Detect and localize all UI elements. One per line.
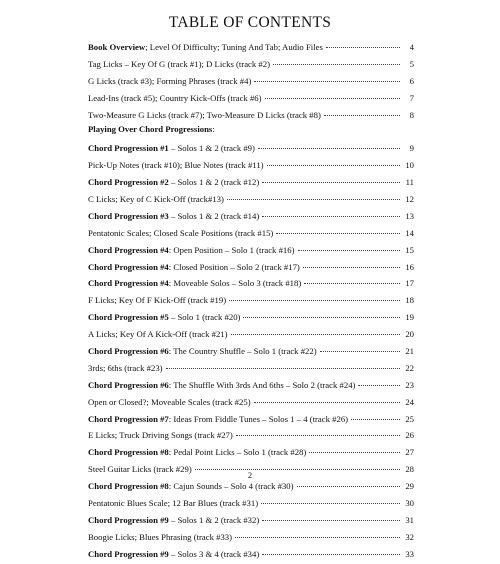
dot-leader bbox=[262, 545, 400, 555]
toc-entry-text: – Solo 1 (track #20) bbox=[168, 312, 241, 323]
toc-page-number: 16 bbox=[405, 261, 414, 272]
dot-leader bbox=[273, 55, 400, 65]
toc-entry-text: Lead-Ins (track #5); Country Kick-Offs (track #6) bbox=[88, 92, 262, 103]
toc-entry-text: E Licks; Truck Driving Songs (track #27) bbox=[88, 430, 233, 441]
dot-leader bbox=[262, 173, 400, 183]
toc-entry-text: 3rds; 6ths (track #23) bbox=[88, 362, 163, 373]
toc-entry bbox=[88, 108, 414, 125]
toc-entry-text: G Licks (track #3); Forming Phrases (track #4) bbox=[88, 75, 252, 86]
toc-entry-title bbox=[88, 160, 264, 171]
dot-leader bbox=[254, 72, 400, 82]
toc-entry-text: : Ideas From Fiddle Tunes – Solos 1 – 4 (track #26) bbox=[168, 413, 349, 424]
toc-entry-title bbox=[88, 42, 323, 53]
dot-leader bbox=[265, 89, 400, 99]
toc-entry-bold-text: Book Overview bbox=[88, 42, 146, 52]
toc-entry-title bbox=[88, 262, 300, 273]
toc-entry-title bbox=[88, 312, 240, 323]
toc-page-number: 33 bbox=[405, 548, 414, 559]
toc-entry-text: F Licks; Key Of F Kick-Off (track #19) bbox=[88, 295, 227, 306]
toc-page-number: 30 bbox=[405, 498, 414, 509]
toc-entry-title bbox=[88, 177, 259, 188]
toc-entry-title bbox=[88, 481, 294, 492]
toc-entry-text: – Solos 1 & 2 (track #12) bbox=[168, 177, 260, 188]
dot-leader bbox=[351, 410, 400, 420]
toc-page-number: 24 bbox=[405, 396, 414, 407]
toc-page-number: 29 bbox=[405, 481, 414, 492]
toc-entry-title bbox=[88, 143, 255, 154]
toc-entry-title bbox=[88, 329, 228, 340]
toc-entry-title bbox=[88, 110, 321, 121]
toc-entry-text: Open or Closed?; Moveable Scales (track #25) bbox=[88, 396, 251, 407]
toc-page-number: 20 bbox=[405, 329, 414, 340]
toc-entry-bold-text: Chord Progression #3 bbox=[88, 210, 169, 221]
toc-entry-text: Pick-Up Notes (track #10); Blue Notes (track #11) bbox=[88, 160, 264, 171]
toc-entry-title bbox=[88, 76, 251, 87]
toc-page-number: 18 bbox=[405, 295, 414, 306]
toc-entry-bold-text: Chord Progression #9 bbox=[88, 548, 169, 559]
toc-entry-text: Tag Licks – Key Of G (track #1); D Licks (track #2) bbox=[88, 58, 271, 69]
toc-entry-title bbox=[88, 532, 232, 543]
toc-entry-text: : The Shuffle With 3rds And 6ths – Solo 2 (track #24) bbox=[168, 379, 356, 390]
toc-entry-title bbox=[88, 295, 226, 306]
dot-leader bbox=[166, 359, 400, 369]
dot-leader bbox=[309, 443, 400, 453]
toc-entry-text: – Solos 1 & 2 (track #9) bbox=[168, 143, 255, 154]
toc-entry-text: : Pedal Point Licks – Solo 1 (track #28) bbox=[168, 447, 307, 458]
toc-page-number: 9 bbox=[409, 143, 414, 154]
dot-leader bbox=[254, 393, 400, 403]
toc-entry-text: Pentatonic Blues Scale; 12 Bar Blues (track #31) bbox=[88, 498, 259, 509]
toc-page-number: 4 bbox=[409, 42, 414, 52]
page-number: 2 bbox=[247, 470, 253, 480]
toc-page-number: 21 bbox=[405, 346, 414, 357]
toc-page-number: 11 bbox=[405, 177, 414, 188]
toc-page-number: 26 bbox=[405, 430, 414, 441]
toc-entry-bold-text: Chord Progression #1 bbox=[88, 143, 169, 154]
toc-entry-title bbox=[88, 430, 233, 441]
toc-page-number: 28 bbox=[405, 464, 414, 475]
dot-leader bbox=[276, 224, 400, 234]
toc-page-number: 13 bbox=[405, 210, 414, 221]
toc-entry-text: Boogie Licks; Blues Phrasing (track #33) bbox=[88, 531, 233, 542]
toc-entry-bold-text: Chord Progression #4 bbox=[88, 278, 169, 289]
toc-entry-title bbox=[88, 515, 259, 526]
dot-leader bbox=[358, 376, 400, 386]
toc-page-number: 31 bbox=[405, 514, 414, 525]
toc-entry-title bbox=[88, 228, 273, 239]
toc-entry-text: – Solos 1 & 2 (track #32) bbox=[168, 514, 260, 525]
dot-leader bbox=[267, 156, 400, 166]
toc-entry-text: : bbox=[212, 124, 215, 135]
dot-leader bbox=[235, 528, 400, 538]
toc-entry-title bbox=[88, 397, 251, 408]
toc-page-number: 32 bbox=[405, 531, 414, 542]
toc-entry-text: A Licks; Key Of A Kick-Off (track #21) bbox=[88, 329, 228, 340]
dot-leader bbox=[243, 308, 400, 318]
toc-entry-bold-text: Chord Progression #5 bbox=[88, 312, 169, 323]
dot-leader bbox=[262, 511, 400, 521]
toc-entry bbox=[88, 547, 414, 564]
dot-leader bbox=[320, 342, 400, 352]
toc-entry-bold-text: Chord Progression #8 bbox=[88, 447, 169, 458]
dot-leader bbox=[227, 190, 400, 200]
toc-entry-title bbox=[88, 245, 295, 256]
toc-page-number: 12 bbox=[405, 194, 414, 205]
toc-entry-text: – Solos 3 & 4 (track #34) bbox=[168, 548, 260, 559]
toc-entry-title bbox=[88, 346, 317, 357]
toc-entry-title bbox=[88, 549, 259, 560]
toc-page-number: 22 bbox=[405, 362, 414, 373]
dot-leader bbox=[258, 139, 400, 149]
toc-entry-bold-text: Chord Progression #8 bbox=[88, 481, 169, 492]
toc-entry-title bbox=[88, 93, 262, 104]
toc-entry-bold-text: Playing Over Chord Progressions bbox=[88, 124, 213, 135]
toc-page-number: 15 bbox=[405, 244, 414, 255]
toc-entry-bold-text: Chord Progression #7 bbox=[88, 413, 169, 424]
toc-page-number: 17 bbox=[405, 278, 414, 289]
toc-entry-bold-text: Chord Progression #9 bbox=[88, 514, 169, 525]
toc-page-number: 23 bbox=[405, 379, 414, 390]
dot-leader bbox=[195, 460, 400, 470]
toc-entry-text: Steel Guitar Licks (track #29) bbox=[88, 464, 192, 475]
toc-page-number: 27 bbox=[405, 447, 414, 458]
toc-entry-bold-text: Chord Progression #6 bbox=[88, 379, 169, 390]
toc-entry-text: : Open Position – Solo 1 (track #16) bbox=[168, 244, 295, 255]
toc-entry-text: ; Level Of Difficulty; Tuning And Tab; Audio Files bbox=[145, 42, 323, 52]
toc-entry-bold-text: Chord Progression #4 bbox=[88, 261, 169, 272]
toc-page-number: 14 bbox=[405, 227, 414, 238]
dot-leader bbox=[236, 426, 400, 436]
toc-entry-text: : The Country Shuffle – Solo 1 (track #22) bbox=[168, 346, 317, 357]
dot-leader bbox=[262, 207, 400, 217]
toc-page-number: 5 bbox=[409, 58, 414, 69]
page-title: TABLE OF CONTENTS bbox=[168, 14, 332, 31]
toc-page-number: 25 bbox=[405, 413, 414, 424]
toc-entry-title bbox=[88, 447, 306, 458]
toc-entry-text: : Moveable Solos – Solo 3 (track #18) bbox=[168, 278, 302, 289]
toc-page-number: 19 bbox=[405, 312, 414, 323]
toc-entry-title bbox=[88, 59, 270, 70]
toc-entry-text: C Licks; Key of C Kick-Off (track#13) bbox=[88, 194, 224, 205]
toc-entry-title bbox=[88, 414, 348, 425]
toc-entry-text: : Cajun Sounds – Solo 4 (track #30) bbox=[168, 481, 294, 492]
dot-leader bbox=[229, 291, 400, 301]
dot-leader bbox=[303, 258, 400, 268]
toc-entry-title bbox=[88, 363, 163, 374]
dot-leader bbox=[326, 38, 400, 48]
dot-leader bbox=[298, 241, 401, 251]
toc-entry-text: : Closed Position – Solo 2 (track #17) bbox=[168, 261, 300, 272]
table-of-contents bbox=[88, 40, 414, 564]
toc-page-number: 8 bbox=[409, 109, 414, 120]
toc-page-number: 6 bbox=[409, 75, 414, 86]
toc-entry-text: – Solos 1 & 2 (track #14) bbox=[168, 210, 260, 221]
toc-entry-text: Two-Measure G Licks (track #7); Two-Measure D Licks (track #8) bbox=[88, 109, 321, 120]
dot-leader bbox=[304, 274, 400, 284]
toc-entry-text: Pentatonic Scales; Closed Scale Positions (track #15) bbox=[88, 227, 274, 238]
toc-entry-title bbox=[88, 194, 224, 205]
toc-entry-bold-text: Chord Progression #2 bbox=[88, 177, 169, 188]
dot-leader bbox=[324, 106, 400, 116]
toc-entry-title bbox=[88, 211, 259, 222]
toc-entry-title bbox=[88, 278, 301, 289]
toc-entry-bold-text: Chord Progression #6 bbox=[88, 346, 169, 357]
toc-page-number: 7 bbox=[409, 92, 414, 103]
dot-leader bbox=[231, 325, 400, 335]
toc-page-number: 10 bbox=[405, 160, 414, 171]
dot-leader bbox=[261, 494, 400, 504]
toc-entry-title bbox=[88, 124, 215, 135]
toc-entry-bold-text: Chord Progression #4 bbox=[88, 244, 169, 255]
toc-entry-title bbox=[88, 380, 355, 391]
